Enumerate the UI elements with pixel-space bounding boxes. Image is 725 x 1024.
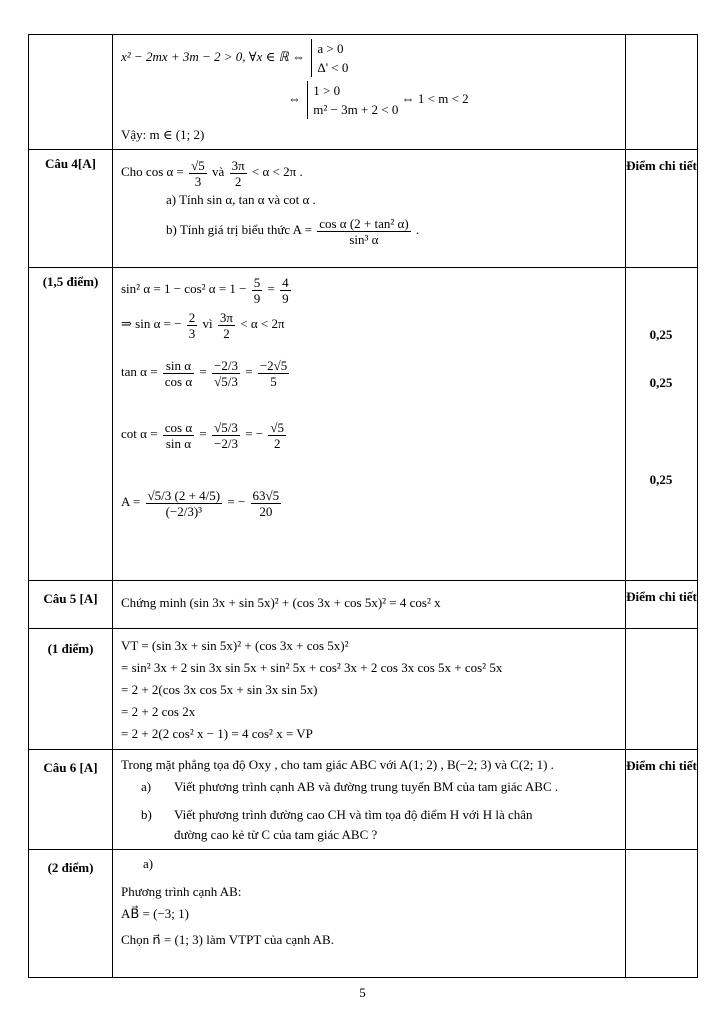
system-2: 1 > 0 m² − 3m + 2 < 0 [307,81,398,119]
points-label: (2 điểm) [29,850,113,978]
page-number: 5 [359,985,366,1000]
conclusion: Vậy: m ∈ (1; 2) [121,127,205,142]
part-b: b) Tính giá trị biểu thức A = $\frac{\text{cos α (2 + tan² α)}}{\text{sin³ α}}$ . [166,215,420,247]
points-cell [626,35,698,150]
points-header: Điểm chi tiết [626,581,698,629]
row-cau6-solution [29,850,698,978]
points-header: Điểm chi tiết [626,750,698,850]
question-label: Câu 4[A] [29,150,113,268]
question-text: Cho cos α = $\frac{√5}{3}$ và $\frac{3\pi}{2}$ < α < 2π . a) Tính sin α, tan α và cot α . b) Tính giá trị biểu thức A = $\frac{\text{cos α (2 + tan² α)}}{\text{sin³ α}}$ . [113,150,626,268]
cau6-solution-cell: a) Phương trình cạnh AB: AB⃗ = (−3; 1) Chọn n⃗ = (1; 3) làm VTPT của cạnh AB. [113,850,626,978]
score-cot-alpha: 0,25 [649,472,673,487]
cau3-solution-cell: x² − 2mx + 3m − 2 > 0, ∀x ∈ ℝ ⇔ a > 0 Δ' < 0 ⇔ 1 > 0 m² − 3m + 2 < 0 ⇔ 1 < m < 2 Vậy: m ∈ (1; 2) [113,35,626,150]
score-sin-alpha: 0,25 [649,327,673,342]
points-label: (1,5 điểm) [29,268,113,581]
points-cell [626,629,698,750]
points-label: (1 điểm) [29,629,113,750]
row-cau3-continuation [29,35,698,150]
cau5-solution-cell: VT = (sin 3x + sin 5x)² + (cos 3x + cos 5x)² = sin² 3x + 2 sin 3x sin 5x + sin² 5x + cos² 3x + 2 cos 3x cos 5x + cos² 5x = 2 + 2(cos 3x cos 5x + sin 3x sin 5x) = 2 + 2 cos 2x = 2 + 2(2 cos² x − 1) = 4 cos² x = VP [113,629,626,750]
question-label: Câu 6 [A] [29,750,113,850]
solution-table [28,34,698,978]
row-cau4 [29,150,698,268]
row-cau6 [29,750,698,850]
question-text: Trong mặt phẳng tọa độ Oxy , cho tam giác ABC với A(1; 2) , B(−2; 3) và C(2; 1) . a) Viết phương trình cạnh AB và đường trung tuyến BM của tam giác ABC . b) Viết phương trình đường cao CH và tìm tọa độ điểm H với H là chân đường cao kẻ từ C của tam giác ABC ? [113,750,626,850]
cau4-solution-cell: sin² α = 1 − cos² α = 1 − $\frac{5}{9}$ = $\frac{4}{9}$ ⇒ sin α = − $\frac{2}{3}$ vì $\frac{3\pi}{2}$ < α < 2π tan α = $\frac{\text{sin α}}{\text{cos α}}$ = $\frac{-2/3}{√5/3}$ = $\frac{-2√5}{5}$ cot α = $\frac{\text{cos α}}{\text{sin α}}$ = $\frac{√5/3}{-2/3}$ = − $\frac{√5}{2}$ A = $\frac{√5/3 (2 + 4/5)}{\text{(−2/3)³}}$ = − $\frac{63√5}{20}$ [113,268,626,581]
label-cell [29,35,113,150]
points-header: Điểm chi tiết [626,150,698,268]
row-cau5-solution [29,629,698,750]
system-1: a > 0 Δ' < 0 [311,39,348,77]
points-cell [626,268,698,581]
score-tan-alpha: 0,25 [649,375,673,390]
row-cau4-solution [29,268,698,581]
question-text: Chứng minh (sin 3x + sin 5x)² + (cos 3x + cos 5x)² = 4 cos² x [113,581,626,629]
question-label: Câu 5 [A] [29,581,113,629]
inequality-line: x² − 2mx + 3m − 2 > 0, ∀x ∈ ℝ ⇔ [121,48,306,64]
row-cau5 [29,581,698,629]
points-cell [626,850,698,978]
part-a: a) Tính sin α, tan α và cot α . [166,192,316,207]
